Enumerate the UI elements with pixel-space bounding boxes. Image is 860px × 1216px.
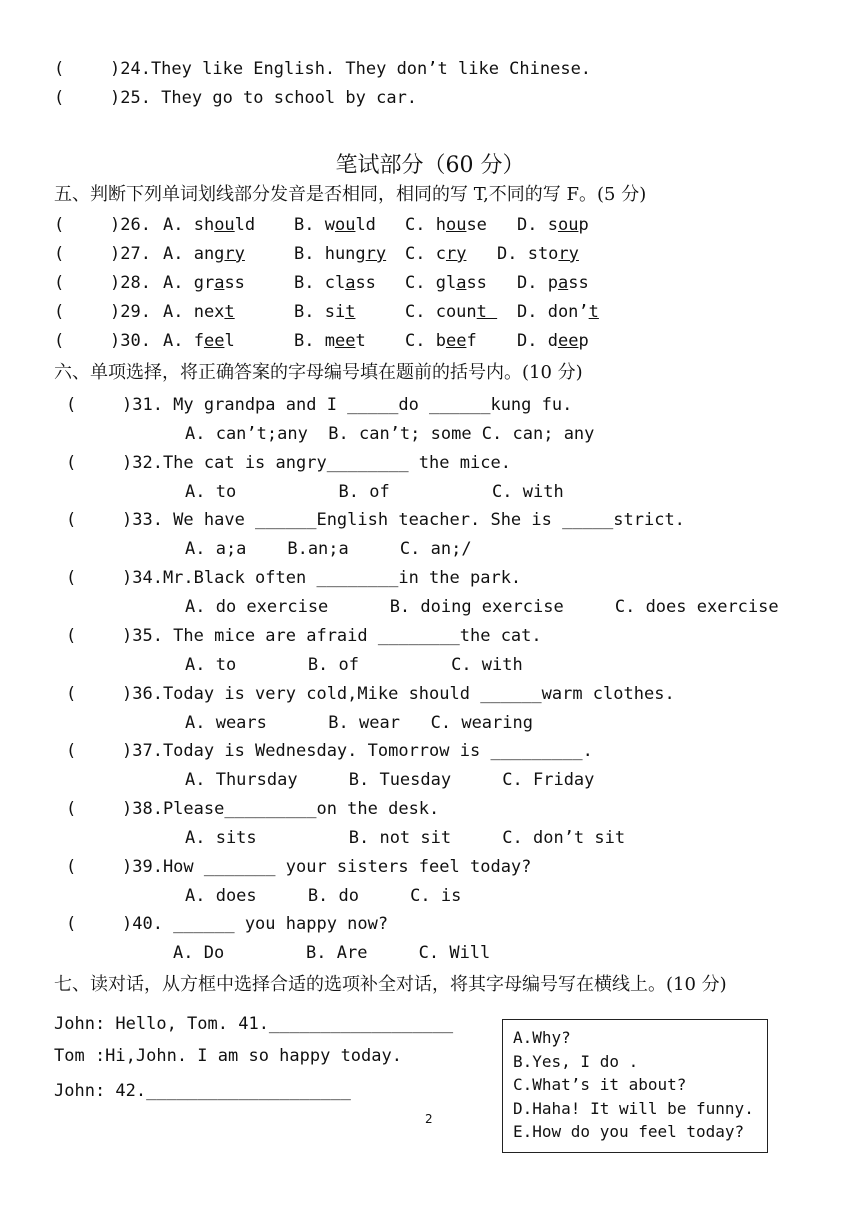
dialogue-line-john-42: John: 42.____________________ [54, 1081, 351, 1101]
answer-paren: ( [54, 59, 65, 79]
underlined-letters: ry [445, 244, 467, 264]
option-word: C. house [405, 215, 487, 235]
underlined-letters: t [476, 302, 498, 322]
option-word: A. feel [163, 331, 235, 351]
section7-heading: 七、读对话，从方框中选择合适的选项补全对话，将其字母编号写在横线上。(10 分) [54, 974, 727, 995]
option-word: D. deep [517, 331, 589, 351]
question-text: )32.The cat is angry________ the mice. [122, 453, 511, 473]
option-word: D. don’t [517, 302, 599, 322]
answer-options: A. a;a B.an;a C. an;/ [185, 539, 472, 559]
question-number: )30. [110, 331, 151, 351]
dialogue-line-tom: Tom :Hi,John. I am so happy today. [54, 1046, 402, 1066]
answer-paren: ( [54, 273, 65, 293]
answer-paren: ( [54, 244, 65, 264]
answer-options: A. wears B. wear C. wearing [185, 713, 533, 733]
question-text: )34.Mr.Black often ________in the park. [122, 568, 522, 588]
answer-options: A. can’t;any B. can’t; some C. can; any [185, 424, 595, 444]
underlined-letters: t [345, 302, 356, 322]
underlined-letters: a [214, 273, 225, 293]
option-word: B. class [294, 273, 376, 293]
answer-paren: ( [66, 914, 77, 934]
written-part-title: 笔试部分（60 分） [335, 153, 525, 178]
option-word: C. count [405, 302, 498, 322]
option-d: D.Haha! It will be funny. [513, 1098, 754, 1118]
question-text: )35. The mice are afraid ________the cat. [122, 626, 542, 646]
answer-options: A. do exercise B. doing exercise C. does exercise [185, 597, 779, 617]
underlined-letters: ee [557, 331, 579, 351]
answer-paren: ( [54, 331, 65, 351]
answer-paren: ( [66, 626, 77, 646]
option-word: D. pass [517, 273, 589, 293]
question-text: )25. They go to school by car. [110, 88, 418, 108]
question-text: )31. My grandpa and I _____do ______kung fu. [122, 395, 573, 415]
option-e: E.How do you feel today? [513, 1122, 745, 1141]
question-number: )27. [110, 244, 151, 264]
question-text: )36.Today is very cold,Mike should ______warm clothes. [122, 684, 675, 704]
option-word: A. next [163, 302, 235, 322]
question-text: )37.Today is Wednesday. Tomorrow is _________. [122, 741, 593, 761]
option-word: A. grass [163, 273, 245, 293]
underlined-letters: a [345, 273, 356, 293]
underlined-letters: t [588, 302, 599, 322]
question-text: )24.They like English. They don’t like Chinese. [110, 59, 592, 79]
page-number: 2 [425, 1112, 433, 1126]
underlined-letters: ou [334, 215, 356, 235]
option-c: C.What’s it about? [513, 1075, 687, 1094]
underlined-letters: t [224, 302, 235, 322]
option-word: C. glass [405, 273, 487, 293]
question-text: )33. We have ______English teacher. She is _____strict. [122, 510, 685, 530]
answer-paren: ( [66, 510, 77, 530]
section6-heading: 六、单项选择，将正确答案的字母编号填在题前的括号内。(10 分) [54, 362, 583, 383]
underlined-letters: ee [334, 331, 356, 351]
option-word: B. meet [294, 331, 366, 351]
answer-paren: ( [54, 88, 65, 108]
option-word: B. sit [294, 302, 356, 322]
answer-paren: ( [66, 857, 77, 877]
question-number: )28. [110, 273, 151, 293]
answer-paren: ( [66, 568, 77, 588]
answer-paren: ( [54, 302, 65, 322]
option-b: B.Yes, I do . [513, 1051, 639, 1071]
underlined-letters: a [557, 273, 569, 293]
option-word: B. would [294, 215, 376, 235]
underlined-letters: ou [214, 215, 235, 235]
underlined-letters: a [456, 273, 467, 293]
options-box [502, 1019, 768, 1153]
dialogue-line-john-41: John: Hello, Tom. 41.__________________ [54, 1014, 454, 1034]
underlined-letters: ry [224, 244, 245, 264]
underlined-letters: ou [445, 215, 467, 235]
answer-options: A. sits B. not sit C. don’t sit [185, 828, 626, 848]
option-a: A.Why? [513, 1028, 571, 1047]
underlined-letters: ee [445, 331, 467, 351]
option-word: A. angry [163, 244, 245, 264]
question-number: )29. [110, 302, 151, 322]
underlined-letters: ee [203, 331, 225, 351]
question-text: )38.Please_________on the desk. [122, 799, 440, 819]
question-text: )40. ______ you happy now? [122, 914, 389, 934]
underlined-letters: ry [558, 244, 579, 264]
section5-heading: 五、判断下列单词划线部分发音是否相同，相同的写 T,不同的写 F。(5 分) [54, 184, 647, 205]
answer-paren: ( [66, 799, 77, 819]
answer-options: A. Do B. Are C. Will [173, 943, 491, 963]
option-word: D. story [497, 244, 579, 264]
question-number: )26. [110, 215, 151, 235]
answer-paren: ( [66, 453, 77, 473]
answer-paren: ( [66, 395, 77, 415]
answer-options: A. Thursday B. Tuesday C. Friday [185, 770, 595, 790]
answer-options: A. to B. of C. with [185, 655, 523, 675]
option-word: C. cry [405, 244, 467, 264]
answer-paren: ( [66, 741, 77, 761]
option-word: A. should [163, 215, 256, 235]
underlined-letters: ry [365, 244, 387, 264]
option-word: B. hungry [294, 244, 387, 264]
answer-options: A. does B. do C. is [185, 886, 462, 906]
option-word: C. beef [405, 331, 477, 351]
answer-options: A. to B. of C. with [185, 482, 564, 502]
answer-paren: ( [66, 684, 77, 704]
answer-paren: ( [54, 215, 65, 235]
underlined-letters: ou [557, 215, 579, 235]
question-text: )39.How _______ your sisters feel today? [122, 857, 532, 877]
option-word: D. soup [517, 215, 589, 235]
